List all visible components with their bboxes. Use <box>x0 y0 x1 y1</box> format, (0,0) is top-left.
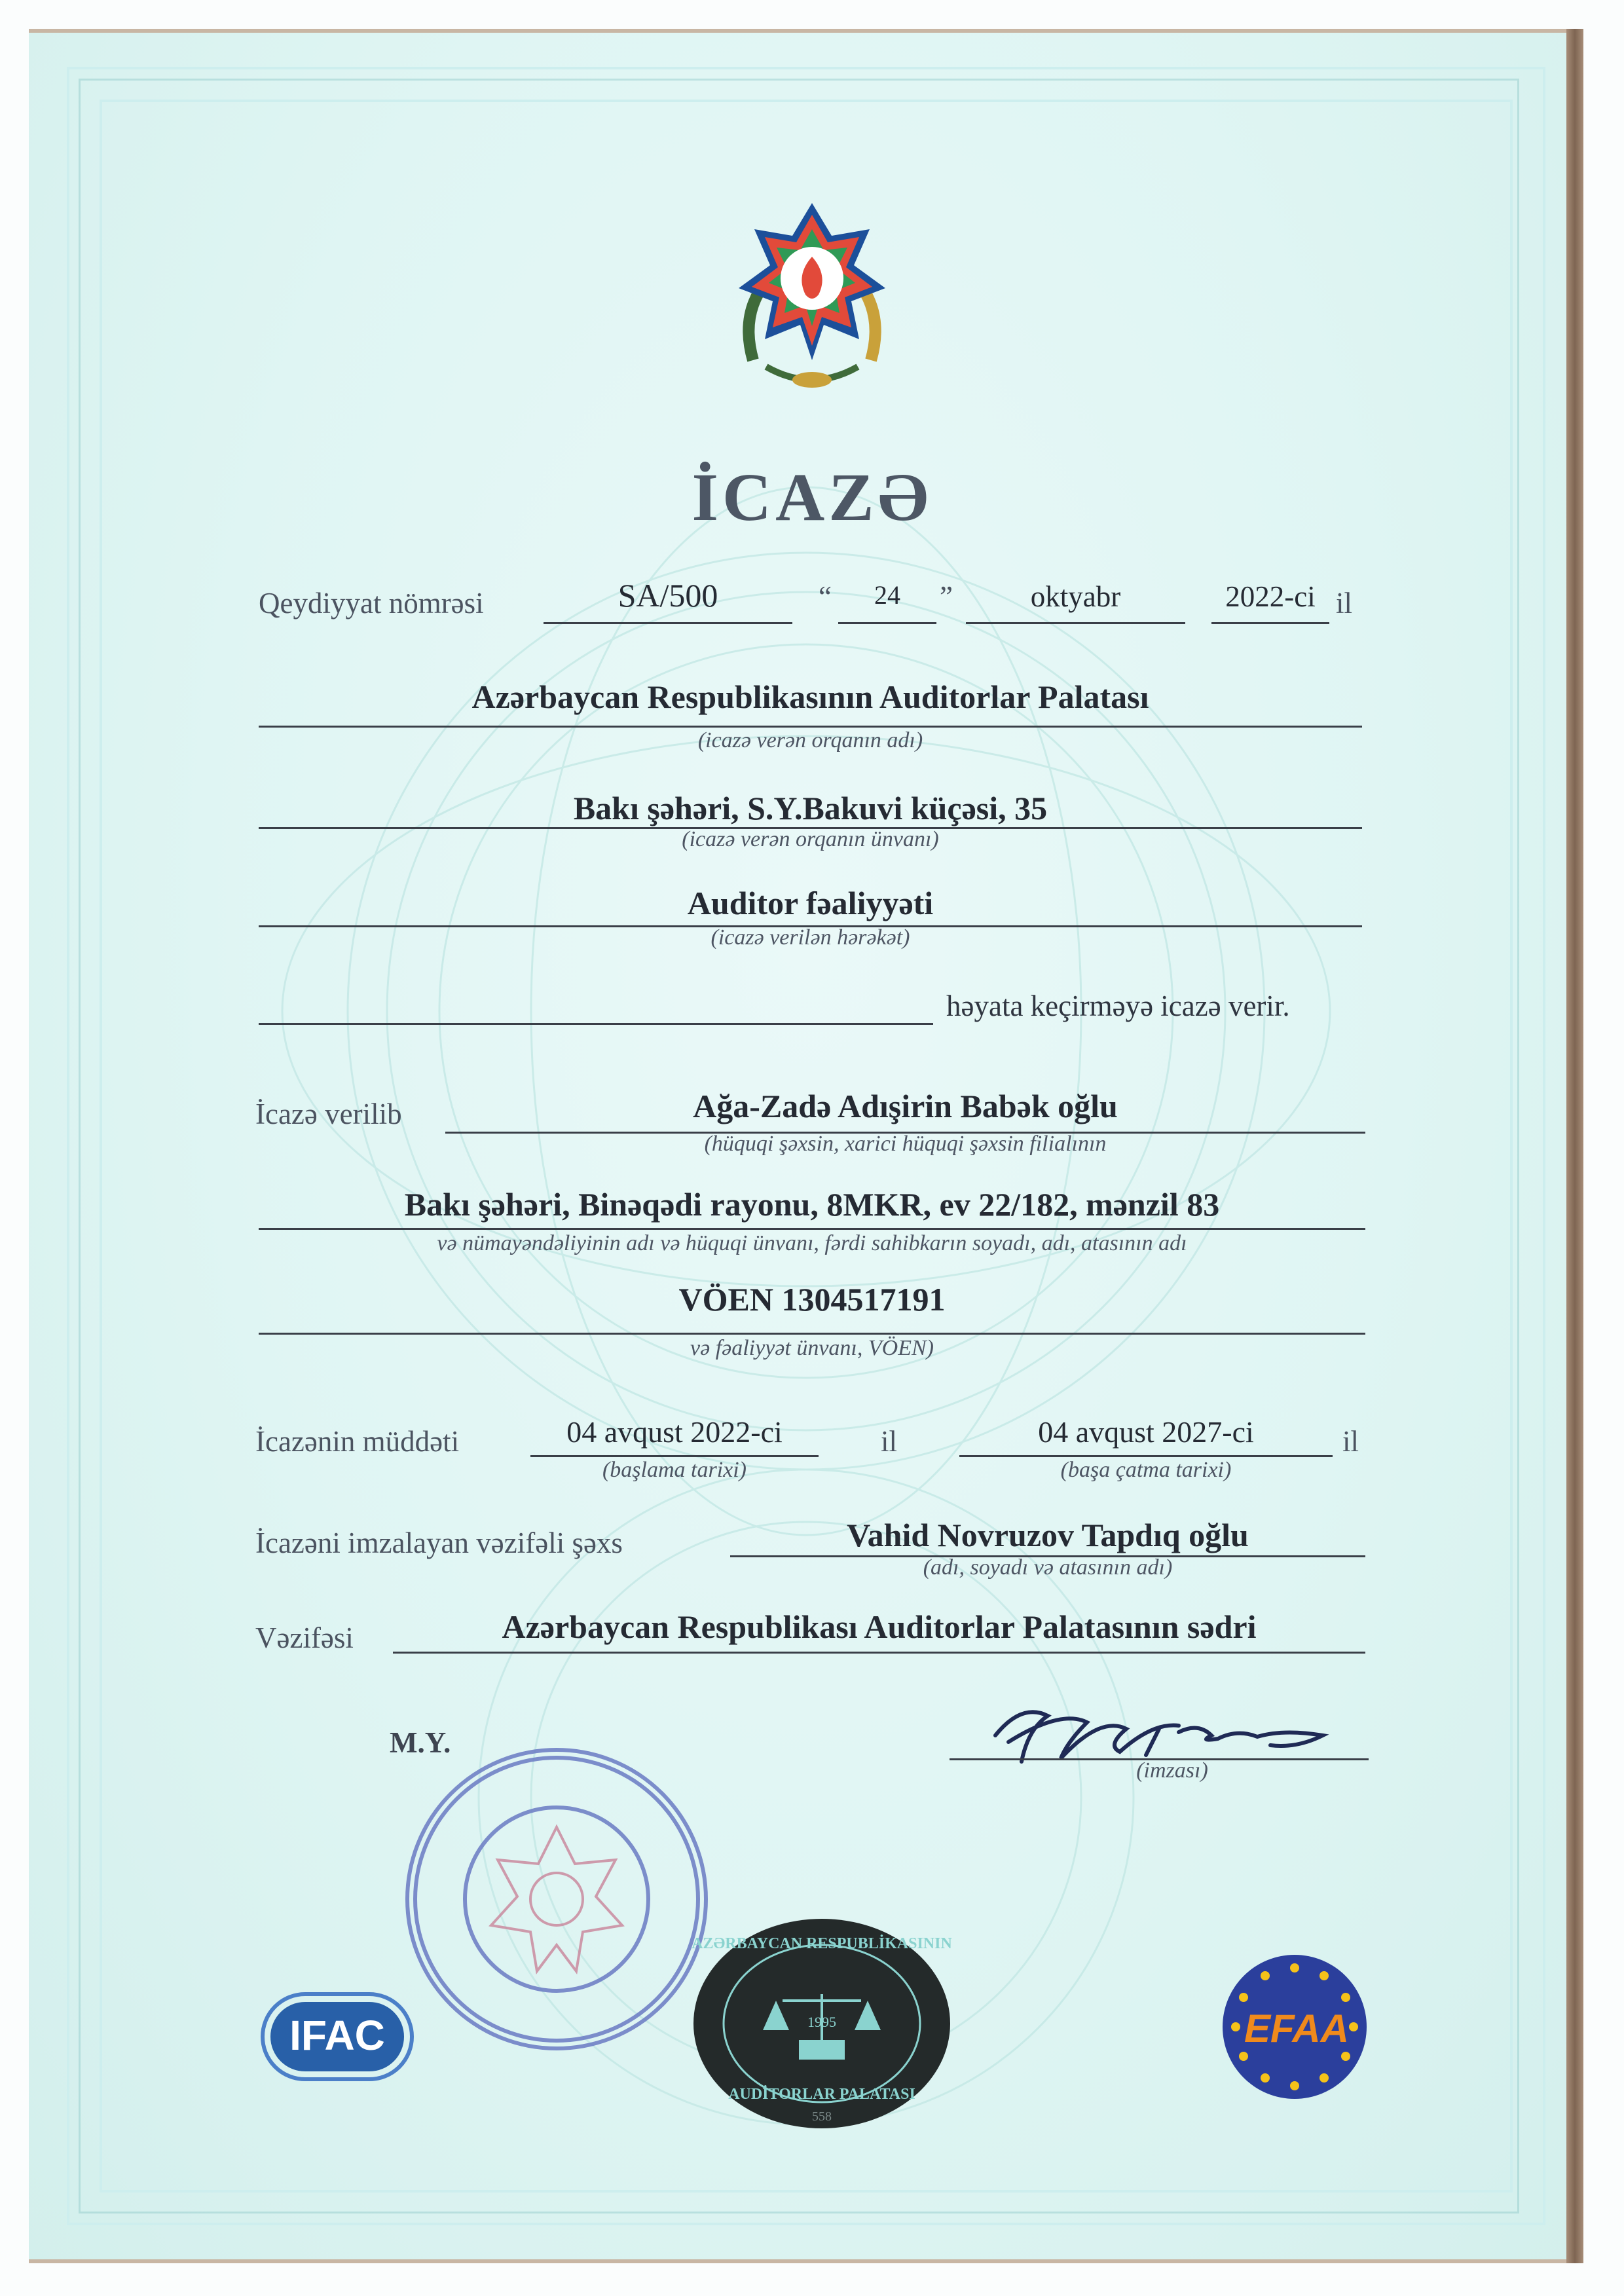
registration-year: 2022-ci <box>1225 580 1316 613</box>
holder-voen: VÖEN 1304517191 <box>678 1281 946 1318</box>
chamber-emblem <box>691 1916 953 2132</box>
il-label: il <box>1336 587 1353 620</box>
position-label: Vəzifəsi <box>255 1621 354 1654</box>
signer-label: İcazəni imzalayan vəzifəli şəxs <box>255 1527 623 1559</box>
ifac-logo-text: IFAC <box>289 2012 385 2059</box>
frame-edge <box>1566 29 1583 2263</box>
underline <box>544 622 792 624</box>
validity-end-caption: (başa çatma tarixi) <box>1060 1458 1232 1482</box>
underline <box>259 1333 1365 1335</box>
signature-caption: (imzası) <box>1136 1758 1208 1783</box>
document-title: İCAZƏ <box>692 460 932 535</box>
permit-text: həyata keçirməyə icazə verir. <box>946 990 1290 1022</box>
quote-close: ” <box>940 580 953 613</box>
underline <box>259 726 1362 728</box>
chamber-emblem-top-text: AZƏRBAYCAN RESPUBLİKASININ <box>692 1935 952 1952</box>
registration-number: SA/500 <box>618 577 718 614</box>
frame-edge <box>29 29 1583 33</box>
issuer-name: Azərbaycan Respublikasının Auditorlar Palatası <box>471 678 1149 715</box>
registration-label: Qeydiyyat nömrəsi <box>259 587 484 620</box>
activity-value: Auditor fəaliyyəti <box>687 885 934 921</box>
chamber-emblem-serial: 558 <box>812 2109 832 2124</box>
issuer-address: Bakı şəhəri, S.Y.Bakuvi küçəsi, 35 <box>573 790 1048 826</box>
holder-name: Ağa-Zadə Adışirin Babək oğlu <box>693 1088 1118 1124</box>
stamp-place-label: M.Y. <box>390 1726 451 1759</box>
underline <box>959 1455 1333 1457</box>
validity-label: İcazənin müddəti <box>255 1425 460 1458</box>
underline <box>259 1228 1365 1230</box>
il-label: il <box>881 1425 898 1458</box>
holder-address: Bakı şəhəri, Binəqədi rayonu, 8MKR, ev 22/182, mənzil 83 <box>404 1186 1220 1223</box>
efaa-logo <box>1221 1948 1369 2105</box>
issuer-name-caption: (icazə verən orqanın adı) <box>697 728 923 752</box>
signer-name: Vahid Novruzov Tapdıq oğlu <box>847 1517 1249 1553</box>
underline <box>1211 622 1329 624</box>
underline <box>530 1455 819 1457</box>
il-label: il <box>1342 1425 1359 1458</box>
underline <box>838 622 936 624</box>
validity-end: 04 avqust 2027-ci <box>1038 1415 1254 1449</box>
official-stamp <box>399 1742 714 2056</box>
validity-start-caption: (başlama tarixi) <box>602 1458 747 1482</box>
holder-caption-2: və nümayəndəliyinin adı və hüquqi ünvanı, fərdi sahibkarın soyadı, adı, atasının adı <box>437 1231 1187 1255</box>
efaa-logo-text: EFAA <box>1244 2007 1350 2050</box>
coat-of-arms-emblem <box>714 196 910 419</box>
activity-caption: (icazə verilən hərəkət) <box>710 925 910 950</box>
ifac-logo <box>259 1988 416 2086</box>
underline <box>393 1652 1365 1654</box>
issuer-address-caption: (icazə verən orqanın ünvanı) <box>682 827 939 851</box>
underline <box>966 622 1185 624</box>
holder-caption-3: və fəaliyyət ünvanı, VÖEN) <box>690 1336 934 1360</box>
quote-open: “ <box>819 580 832 613</box>
position-value: Azərbaycan Respublikası Auditorlar Palatasının sədri <box>502 1608 1257 1645</box>
registration-day: 24 <box>874 580 900 610</box>
holder-caption-1: (hüquqi şəxsin, xarici hüquqi şəxsin filialının <box>704 1132 1107 1156</box>
chamber-emblem-year: 1995 <box>807 2014 836 2030</box>
chamber-emblem-bottom-text: AUDİTORLAR PALATASI <box>728 2086 915 2103</box>
validity-start: 04 avqust 2022-ci <box>566 1415 783 1449</box>
holder-label: İcazə verilib <box>255 1098 402 1130</box>
underline <box>259 1023 933 1025</box>
signer-caption: (adı, soyadı və atasının adı) <box>923 1555 1173 1580</box>
frame-edge <box>29 2259 1583 2263</box>
registration-month: oktyabr <box>1030 580 1121 613</box>
